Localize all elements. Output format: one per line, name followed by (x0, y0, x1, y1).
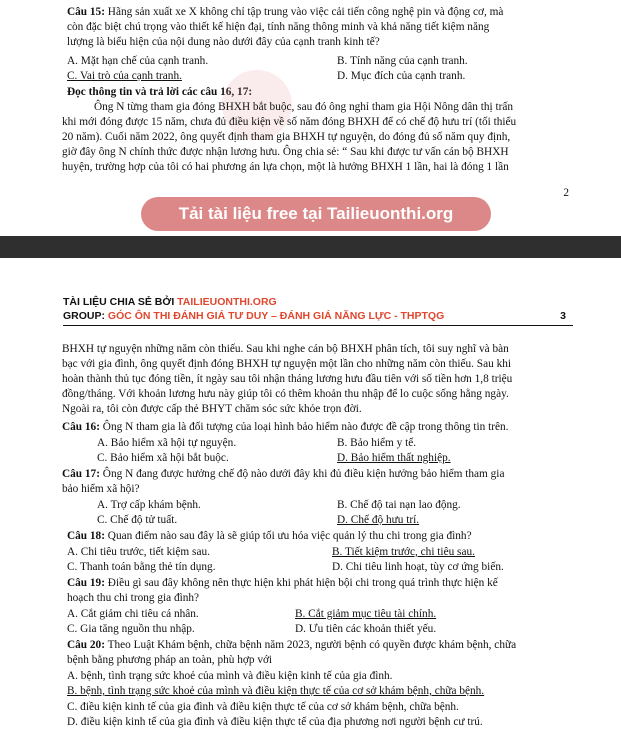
header-brand: TÀI LIỆU CHIA SẺ BỞI TAILIEUONTHI.ORG (63, 296, 277, 308)
q19-option-a: A. Cắt giảm chi tiêu cá nhân. (67, 608, 199, 620)
question-19-line-1: Câu 19: Điều gì sau đây không nên thực hiện khi phát hiện bội chi trong quá trình thực hiện kế (67, 577, 498, 589)
question-15-line-2: còn đặc biệt chú trọng vào thiết kế hiện đại, tính năng thông minh và khả năng tiết kiệm năng (67, 21, 490, 33)
q18-option-b: B. Tiết kiệm trước, chi tiêu sau. (332, 546, 475, 558)
passage-cont-line-3: hoàn thành thủ tục đóng tiền, ít ngày sau tôi nhận tháng lương hưu đầu tiên với số tiền hơn 1,8 triệu (62, 373, 513, 385)
q16-option-a: A. Bảo hiểm xã hội tự nguyện. (97, 437, 237, 449)
page-2-fragment (0, 0, 621, 236)
passage-cont-line-1: BHXH tự nguyện những năm còn thiếu. Sau khi nghe cán bộ BHXH phân tích, tôi suy nghĩ và bàn (62, 343, 509, 355)
q17-option-d: D. Chế độ hưu trí. (337, 514, 420, 526)
q18-option-d: D. Chi tiêu linh hoạt, tùy cơ ứng biến. (332, 561, 504, 573)
q20-option-a: A. bệnh, tình trạng sức khoẻ của mình và điều kiện kinh tế của gia đình. (67, 670, 393, 682)
page-number-2: 2 (563, 187, 569, 199)
q15-option-c: C. Vai trò của cạnh tranh. (67, 70, 182, 82)
question-20-line-1: Câu 20: Theo Luật Khám bệnh, chữa bệnh năm 2023, người bệnh có quyền được khám bệnh, chữa (67, 639, 517, 651)
q15-option-a: A. Mặt hạn chế của cạnh tranh. (67, 55, 209, 67)
q19-option-d: D. Ưu tiên các khoản thiết yếu. (295, 623, 437, 635)
passage-line-1: Ông N từng tham gia đóng BHXH bắt buộc, sau đó ông nghỉ tham gia Hội Nông dân thị trấn (94, 101, 514, 113)
q16-option-d: D. Bảo hiểm thất nghiệp. (337, 452, 451, 464)
q17-option-c: C. Chế độ tử tuất. (97, 514, 178, 526)
q18-option-c: C. Thanh toán bằng thẻ tín dụng. (67, 561, 216, 573)
download-banner[interactable]: Tải tài liệu free tại Tailieuonthi.org (141, 197, 491, 231)
q18-option-a: A. Chi tiêu trước, tiết kiệm sau. (67, 546, 210, 558)
passage-cont-line-4: đồng/tháng. Với khoản lương hưu này giúp tôi có thêm khoản thu nhập để lo cuộc sống hằng ngày. (62, 388, 509, 400)
q20-option-b: B. bệnh, tình trạng sức khoẻ của mình và điều kiện thực tế của cơ sở khám bệnh, chữa bệnh. (67, 685, 485, 697)
question-18: Câu 18: Quan điểm nào sau đây là sẽ giúp tối ưu hóa việc quản lý thu chi trong gia đình? (67, 530, 472, 542)
passage-line-3: 20 năm). Cuối năm 2022, ông quyết định tham gia BHXH tự nguyện, do đóng đủ số năm quy định, (62, 131, 511, 143)
question-17-line-2: bảo hiểm xã hội? (62, 483, 140, 495)
question-15-line-3: lượng là biểu hiện của nội dung nào dưới đây của cạnh tranh kinh tế? (67, 36, 380, 48)
question-17-line-1: Câu 17: Ông N đang được hưởng chế độ nào dưới đây khi đủ điều kiện hưởng bảo hiểm tham gia (62, 468, 505, 480)
passage-line-2: khi mới đóng được 15 năm, chưa đủ điều kiện về số năm đóng BHXH để có chế độ hưu trí (tối thiểu (62, 116, 517, 128)
question-20-line-2: bệnh bằng phương pháp an toàn, phù hợp với (67, 654, 273, 666)
question-19-line-2: hoạch thu chi trong gia đình? (67, 592, 200, 604)
q16-option-c: C. Bảo hiểm xã hội bắt buộc. (97, 452, 229, 464)
header-divider (63, 325, 573, 326)
q17-option-b: B. Chế độ tai nạn lao động. (337, 499, 461, 511)
passage-cont-line-2: bạc với gia đình, ông quyết định đóng BHXH tự nguyện một lần cho những năm còn thiếu. Sau khi (62, 358, 512, 370)
q19-option-b: B. Cắt giảm mục tiêu tài chính. (295, 608, 437, 620)
question-15-line-1: Câu 15: Hãng sản xuất xe X không chỉ tập trung vào việc cải tiến công nghệ pin và động cơ, mà (67, 6, 504, 18)
q20-option-c: C. điều kiện kinh tế của gia đình và điều kiện thực tế của cơ sở khám bệnh, chữa bệnh. (67, 701, 459, 713)
passage-cont-line-5: Ngoài ra, tôi còn được cấp thẻ BHYT chăm sóc sức khỏe trọn đời. (62, 403, 362, 415)
section-heading: Đọc thông tin và trả lời các câu 16, 17: (67, 86, 253, 98)
q17-option-a: A. Trợ cấp khám bệnh. (97, 499, 201, 511)
passage-line-5: huyện, trường hợp của tôi có hai phương án lựa chọn, một là hưởng BHXH 1 lần, hai là đóng 1 lần (62, 161, 509, 173)
page-number-3: 3 (560, 310, 566, 322)
question-16: Câu 16: Ông N tham gia là đối tượng của loại hình bảo hiểm nào được đề cập trong thông tin trên. (62, 421, 509, 433)
q20-option-d: D. điều kiện kinh tế của gia đình và điều kiện thực tế của địa phương nơi người bệnh cư trú. (67, 716, 483, 728)
page-3 (0, 258, 621, 752)
header-site-link[interactable]: TAILIEUONTHI.ORG (177, 296, 277, 308)
page-separator (0, 236, 621, 258)
q15-option-b: B. Tính năng của cạnh tranh. (337, 55, 468, 67)
q15-option-d: D. Mục đích của cạnh tranh. (337, 70, 466, 82)
passage-line-4: giờ đây ông N chính thức được nhận lương hưu. Ông chia sẻ: “ Sau khi được tư vấn cán bộ BHXH (62, 146, 509, 158)
q16-option-b: B. Bảo hiểm y tế. (337, 437, 417, 449)
q19-option-c: C. Gia tăng nguồn thu nhập. (67, 623, 195, 635)
header-group: GROUP: GÓC ÔN THI ĐÁNH GIÁ TƯ DUY – ĐÁNH GIÁ NĂNG LỰC - THPTQG (63, 310, 445, 322)
